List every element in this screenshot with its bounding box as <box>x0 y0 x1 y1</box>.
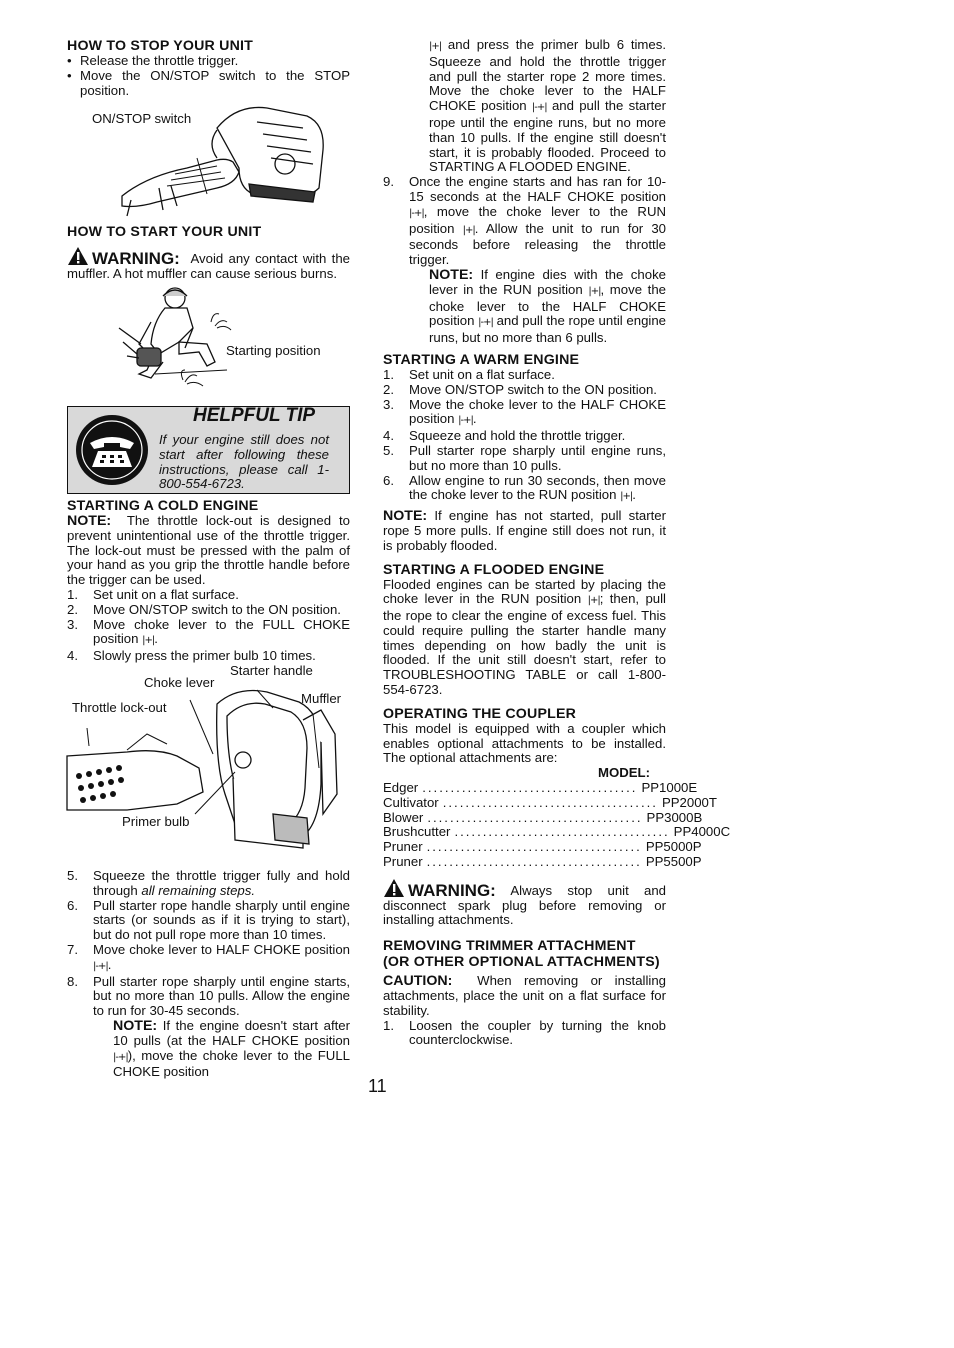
flooded-text: Flooded engines can be started by placing the choke lever in the RUN position |+|; then, pull the rope to clear the engine of excess fuel. This could require pulling the starter handle many times depending on how badly the unit is flooded. If the unit still doesn't start, refer to TROUBLESHOOTING TABLE or call 1-800-554-6723. <box>383 576 666 698</box>
run-icon: |+| <box>588 285 601 297</box>
models-table <box>383 765 731 870</box>
model-header: MODEL: <box>597 765 650 781</box>
engine-controls-figure <box>67 664 350 869</box>
list-item: 6. Pull starter rope handle sharply until engine starts (or sounds as if it is trying to start), but do not pull rope more than 10 times. <box>67 897 350 943</box>
cold-title: STARTING A COLD ENGINE <box>67 497 259 514</box>
list-item: 5. Squeeze the throttle trigger fully and hold through all remaining steps. <box>67 867 350 898</box>
list-item: 4. Slowly press the primer bulb 10 times. <box>67 648 316 664</box>
right-column <box>383 37 731 1048</box>
list-item: 7. Move choke lever to HALF CHOKE position |-+|. <box>67 943 350 975</box>
half-choke-icon: |-+| <box>478 317 493 329</box>
list-item: 6. Allow engine to run 30 seconds, then move the choke lever to the RUN position |+|. <box>383 474 666 506</box>
onstop-switch-label: ON/STOP switch <box>92 111 192 127</box>
list-item: 4. Squeeze and hold the throttle trigger. <box>383 428 626 444</box>
onstop-figure <box>67 98 350 224</box>
choke-lever-label: Choke lever <box>144 674 215 690</box>
muffler-label: Muffler <box>301 690 342 706</box>
stop-title: HOW TO STOP YOUR UNIT <box>67 38 254 54</box>
half-choke-icon: |-+| <box>93 960 108 972</box>
list-item: 5. Pull starter rope sharply until engine runs, but no more than 10 pulls. <box>383 442 666 473</box>
run-icon: |+| <box>620 491 633 503</box>
flooded-title: STARTING A FLOODED ENGINE <box>383 561 605 578</box>
half-choke-icon: |-+| <box>458 415 473 427</box>
half-choke-icon: |-+| <box>409 207 424 219</box>
warm-title: STARTING A WARM ENGINE <box>383 351 580 368</box>
cold-steps-continued <box>67 869 350 1019</box>
left-column <box>67 38 350 1080</box>
removing-title: REMOVING TRIMMER ATTACHMENT (OR OTHER OPTIONAL ATTACHMENTS) <box>383 938 660 971</box>
list-item: 2. Move ON/STOP switch to the ON position. <box>383 381 657 397</box>
table-row: Pruner ...................................... PP5500P <box>383 854 702 870</box>
half-choke-icon: |-+| <box>531 102 547 114</box>
removing-steps <box>383 1019 666 1049</box>
cold-steps <box>67 588 350 664</box>
run-icon: |+| <box>587 595 600 607</box>
list-item: 1. Set unit on a flat surface. <box>67 586 239 602</box>
list-item: 2. Move ON/STOP switch to the ON position. <box>67 601 341 617</box>
coupler-title: OPERATING THE COUPLER <box>383 705 577 722</box>
list-item: • Move the ON/STOP switch to the STOP position. <box>67 67 350 98</box>
cold-note-step8-continued: |+| and press the primer bulb 6 times. Squeeze and hold the throttle trigger and pull the starter rope 2 more times. Move the choke lever to the HALF CHOKE position |-+| and pull the starter rope until the engine runs, but no more than 10 pulls. If the engine still doesn't start, it is probably flooded. Proceed to STARTING A FLOODED ENGINE. <box>429 37 667 175</box>
start-title: HOW TO START YOUR UNIT <box>67 224 262 241</box>
full-choke-icon: |+| <box>429 41 442 52</box>
starting-position-figure <box>67 282 350 400</box>
table-row: Blower ...................................... PP3000B <box>383 809 703 825</box>
warning-triangle-icon <box>67 246 89 266</box>
removing-caution: CAUTION: When removing or installing attachments, place the unit on a flat surface for stability. <box>383 973 666 1018</box>
run-icon: |+| <box>462 224 475 236</box>
coupler-warning: WARNING: Always stop unit and disconnect spark plug before removing or installing attachments. <box>383 878 666 928</box>
warm-steps <box>383 368 666 505</box>
table-row: Edger ...................................... PP1000E <box>383 780 698 796</box>
helpful-tip-box <box>67 406 350 494</box>
cold-steps-final <box>383 175 666 268</box>
cold-note-step9: NOTE: If engine dies with the choke lever in the RUN position |+|, move the choke lever to the HALF CHOKE position |-+| and pull the rope until engine runs, but no more than 6 pulls. <box>429 266 667 346</box>
table-row: Pruner ...................................... PP5000P <box>383 839 702 855</box>
helpful-tip-text: If your engine still does not start after following these instructions, please call 1-800-554-6723. <box>159 431 329 492</box>
list-item: 1. Set unit on a flat surface. <box>383 366 555 382</box>
coupler-text: This model is equipped with a coupler which enables optional attachments to be installed. The optional attachments are: <box>383 720 666 766</box>
cold-note: NOTE: The throttle lock-out is designed to prevent unintentional use of the throttle trigger. The lock-out must be pressed with the palm of your hand as you grip the throttle handle before the trigger can be used. <box>67 512 350 588</box>
starting-position-label: Starting position <box>226 342 321 358</box>
start-warning: WARNING: Avoid any contact with the muffler. A hot muffler can cause serious burns. <box>67 246 350 282</box>
list-item: • Release the throttle trigger. <box>67 53 239 68</box>
table-row: Brushcutter ...................................... PP4000C <box>383 824 731 840</box>
half-choke-icon: |-+| <box>113 1051 128 1063</box>
page-number: 11 <box>368 1076 387 1096</box>
list-item: 9. Once the engine starts and has ran for 10-15 seconds at the HALF CHOKE position |-+|, move the choke lever to the RUN position |+|. Allow the unit to run for 30 seconds before releasing the throttle trigger. <box>383 174 666 268</box>
warm-note: NOTE: If engine has not started, pull starter rope 5 more pulls. If engine still does not run, it is probably flooded. <box>383 508 667 553</box>
telephone-icon <box>74 413 150 487</box>
list-item: 8. Pull starter rope sharply until engine starts, but no more than 10 pulls. Allow the engine to run for 30-45 seconds. <box>67 973 350 1019</box>
full-choke-icon: |+| <box>142 635 155 647</box>
starter-handle-label: Starter handle <box>230 662 313 678</box>
list-item: 3. Move the choke lever to the HALF CHOKE position |-+|. <box>383 398 666 430</box>
throttle-lockout-label: Throttle lock-out <box>72 699 167 715</box>
warning-triangle-icon <box>383 878 405 898</box>
list-item: 3. Move choke lever to the FULL CHOKE position |+|. <box>67 618 350 650</box>
stop-bullets <box>67 54 350 98</box>
helpful-tip-title: HELPFUL TIP <box>193 404 316 426</box>
list-item: 1. Loosen the coupler by turning the knob counterclockwise. <box>383 1017 666 1048</box>
primer-bulb-label: Primer bulb <box>122 813 190 829</box>
cold-note-step8: NOTE: If the engine doesn't start after 10 pulls (at the HALF CHOKE position |-+|), move the choke lever to the FULL CHOKE position <box>113 1017 350 1080</box>
table-row: Cultivator ...................................... PP2000T <box>383 794 717 810</box>
